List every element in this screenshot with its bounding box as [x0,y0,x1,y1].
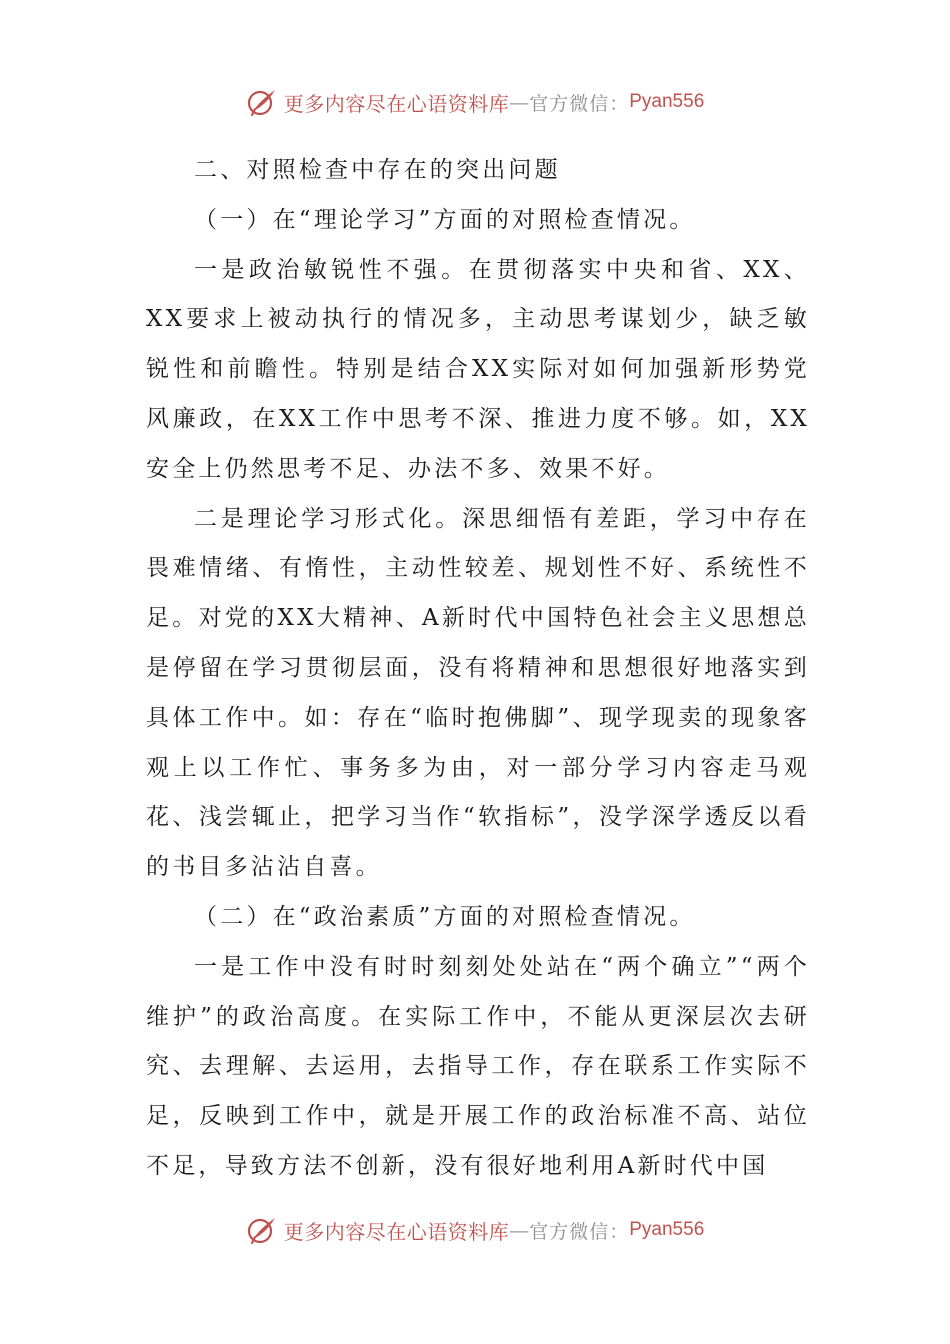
paragraph-3: 一是工作中没有时时刻刻处处站在“两个确立”“两个维护”的政治高度。在实际工作中，不能从更深层次去研究、去理解、去运用，去指导工作，存在联系工作实际不足，反映到工作中，就是开展工作的政治标准不高、站位不足，导致方法不创新，没有很好地利用A新时代中国 [146,953,810,1179]
quill-logo-icon [246,1214,278,1246]
paragraph-2: 二是理论学习形式化。深思细悟有差距，学习中存在畏难情绪、有惰性，主动性较差、规划性不好、系统性不足。对党的XX大精神、A新时代中国特色社会主义思想总是停留在学习贯彻层面，没有将精神和思想很好地落实到具体工作中。如：存在“临时抱佛脚”、现学现卖的现象客观上以工作忙、事务多为由，对一部分学习内容走马观花、浅尝辄止，把学习当作“软指标”，没学深学透反以看的书目多沾沾自喜。 [146,505,810,881]
quill-logo-icon [246,86,278,118]
banner-site-text: 更多内容尽在心语资料库 [283,91,510,116]
section-title: 二、对照检查中存在的突出问题 [194,157,561,183]
subsection-title-2: （二）在“政治素质”方面的对照检查情况。 [194,903,696,930]
banner-wechat-label: 官方微信： [529,1220,630,1243]
banner-dash: — [509,90,530,114]
header-banner [0,82,950,122]
banner-wechat-label: 官方微信： [529,92,630,115]
footer-banner [0,1210,950,1250]
subsection-title-1: （一）在“理论学习”方面的对照检查情况。 [194,206,696,233]
banner-wechat-id: Pyan556 [629,1219,705,1240]
banner-site-text: 更多内容尽在心语资料库 [283,1219,510,1244]
banner-wechat-id: Pyan556 [629,91,705,112]
document-body [146,146,810,1192]
banner-dash: — [509,1218,530,1242]
paragraph-1: 一是政治敏锐性不强。在贯彻落实中央和省、XX、XX要求上被动执行的情况多，主动思考谋划少，缺乏敏锐性和前瞻性。特别是结合XX实际对如何加强新形势党风廉政，在XX工作中思考不深、推进力度不够。如，XX安全上仍然思考不足、办法不多、效果不好。 [146,256,810,482]
